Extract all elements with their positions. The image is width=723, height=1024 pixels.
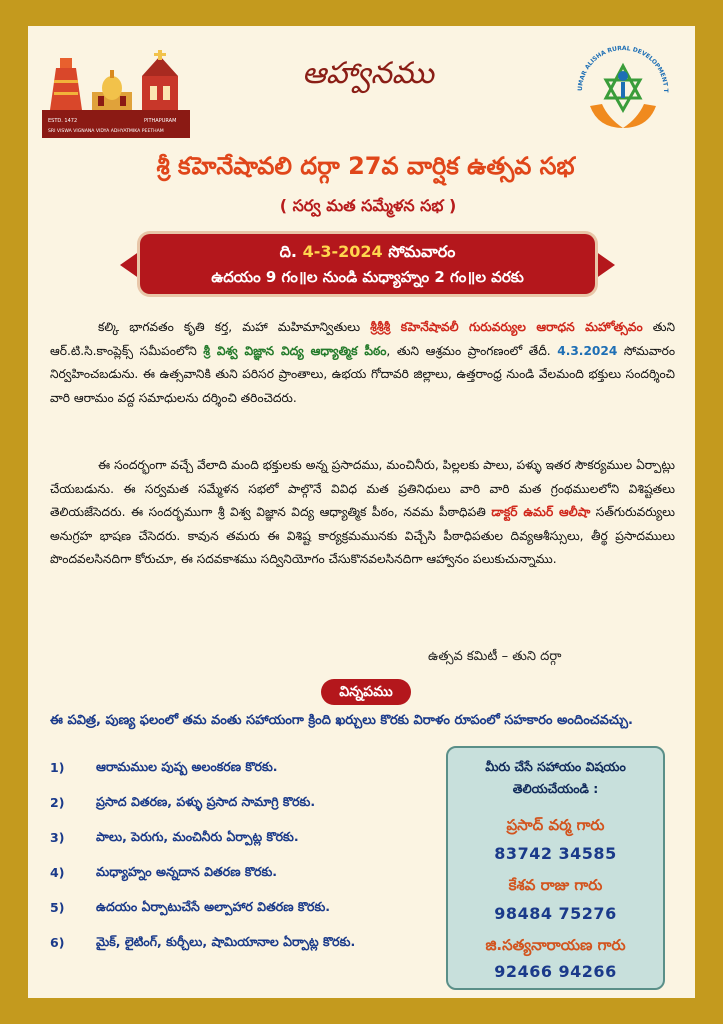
item-text: మధ్యాహ్నం అన్నదాన వితరణ కొరకు. <box>96 864 278 879</box>
item-number: 5) <box>50 900 65 915</box>
details-paragraph <box>50 454 675 572</box>
event-subtitle: ( సర్వ మత సమ్మేళన సభ ) <box>279 196 457 215</box>
item-text: ప్రసాద వితరణ, పళ్ళు ప్రసాద సామాగ్రి కొరకు. <box>96 794 316 809</box>
para1-text-g: సోమవారం నిర్వహించబడును. ఈ ఉత్సవానికి తుని పరిసర ప్రాంతాలు, ఉభయ గోదావరి జిల్లాలు, ఉత్తరాంధ్ర నుండి వేలమంది భక్తులు సందర్శించి వారి ఆరామం వద్ద సమాధులను దర్శించి తరించెదరు. <box>50 343 675 405</box>
svg-text:ESTD. 1472: ESTD. 1472 <box>48 118 78 124</box>
para1-highlight-date: 4.3.2024 <box>557 343 618 358</box>
contact-phone-3[interactable]: 92466 94266 <box>494 962 617 981</box>
item-text: ఆరామముల పుష్ప అలంకరణ కొరకు. <box>96 759 278 774</box>
invitation-script-title: ఆహ్వానము <box>302 56 434 91</box>
date-banner <box>140 234 595 294</box>
date-line <box>140 242 595 265</box>
request-text: ఈ పవిత్ర, పుణ్య ఫలంలో తమ వంతు సహాయంగా క్రింది ఖర్చులు కొరకు విరాళం రూపంలో సహకారం అందించవచ్చు. <box>50 713 633 728</box>
item-number: 2) <box>50 795 65 810</box>
para1-text-a: కల్కి భాగవతం కృతి కర్త, మహా మహిమాన్వితులు <box>98 320 371 334</box>
item-number: 1) <box>50 760 65 775</box>
svg-text:UMAR ALISHA RURAL DEVELOPMENT: UMAR ALISHA RURAL DEVELOPMENT T <box>576 44 670 93</box>
para1-highlight-guru: శ్రీశ్రీశ్రీ కహెనేషావలీ గురువర్యుల ఆరాధన మహోత్సవం <box>370 320 643 334</box>
svg-text:PITHAPURAM: PITHAPURAM <box>144 118 177 124</box>
contact-phone-1[interactable]: 83742 34585 <box>494 844 617 863</box>
contact-name-3: జి.సత్యనారాయణ గారు <box>485 936 626 954</box>
date-prefix: ది. <box>279 242 298 261</box>
contact-heading: మీరు చేసే సహాయం విషయం తెలియచేయండి : <box>485 759 626 796</box>
contact-name-2: కేశవ రాజు గారు <box>508 876 603 894</box>
para2-text-a: ఈ సందర్భంగా వచ్చే వేలాది మంది భక్తులకు అన్న ప్రసాదము, మంచినీరు, పిల్లలకు పాలు, పళ్ళు ఇతర సౌకర్యముల ఏర్పాట్లు చేయబడును. ఈ సర్వమత సమ్మేళన సభలో పాల్గొనే వివిధ మత ప్రతినిధులు వారి వారి మత గ్రంథములలోని విశిష్టతలు తెలియజేసెదరు. ఈ సందర్భముగా శ్రీ విశ్వ విజ్ఞాన విద్య ఆధ్యాత్మిక పీఠం, నవమ పీఠాధిపతి <box>50 458 675 520</box>
event-day: సోమవారం <box>388 242 456 261</box>
item-number: 3) <box>50 830 65 845</box>
event-time: ఉదయం 9 గం॥ల నుండి మధ్యాహ్నం 2 గం॥ల వరకు <box>211 268 524 286</box>
svg-text:SRI VISWA VIGNANA VIDYA ADHYAT: SRI VISWA VIGNANA VIDYA ADHYATMIKA PEETHAM <box>48 129 164 134</box>
contact-name-1: ప్రసాద్ వర్మ గారు <box>506 816 605 834</box>
committee-signature: ఉత్సవ కమిటీ – తుని దర్గా <box>428 649 562 664</box>
para2-highlight-name: డాక్టర్ ఉమర్ ఆలీషా <box>491 505 591 520</box>
contact-phone-2[interactable]: 98484 75276 <box>494 904 617 923</box>
para1-text-c: తుని ఆర్.టి.సి.కాంప్లెక్స్ సమీపంలోని <box>50 320 675 358</box>
item-text: పాలు, పెరుగు, మంచినీరు ఏర్పాట్ల కొరకు. <box>96 829 299 844</box>
contact-box <box>446 746 665 990</box>
trust-logo <box>568 36 678 146</box>
banner-right-tip <box>595 251 615 279</box>
event-title: శ్రీ కహెనేషావలి దర్గా 27వ వార్షిక ఉత్సవ సభ <box>156 152 575 180</box>
item-text: మైక్, లైటింగ్, కుర్చీలు, షామియానాల ఏర్పాట్ల కొరకు. <box>96 934 356 949</box>
item-number: 4) <box>50 865 65 880</box>
item-text: ఉదయం ఏర్పాటుచేసే అల్పాహార వితరణ కొరకు. <box>96 899 331 914</box>
para1-highlight-peetham: శ్రీ విశ్వ విజ్ఞాన విద్య ఆధ్యాత్మిక పీఠం <box>203 343 387 358</box>
temple-logo <box>42 50 190 138</box>
intro-paragraph <box>50 316 675 410</box>
item-number: 6) <box>50 935 65 950</box>
banner-left-tip <box>120 251 140 279</box>
event-date: 4-3-2024 <box>302 242 383 261</box>
invitation-sheet <box>28 26 695 998</box>
request-badge: విన్నపము <box>321 679 411 705</box>
para1-text-e: , తుని ఆశ్రమం ప్రాంగణంలో తేదీ. <box>386 343 558 358</box>
para2-text-c: సత్‌గురువర్యులు అనుగ్రహ భాషణ చేసెదరు. కావున తమరు ఈ విశిష్ట కార్యక్రమమునకు విచ్చేసి పీఠాధిపతుల దివ్యఆశీస్సులు, తీర్థ ప్రసాదములు పొందవలసినదిగా కోరుచూ, ఈ సదవకాశము సద్వినియోగం చేసుకొనవలసినదిగా ఆహ్వానం పలుకుచున్నాము. <box>50 505 676 567</box>
